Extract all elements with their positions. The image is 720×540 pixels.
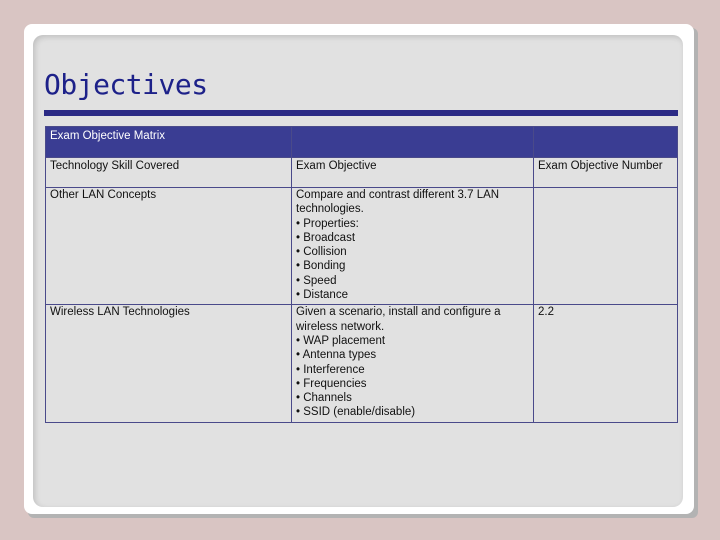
objective-bullet-list	[296, 334, 529, 420]
list-item: • Speed	[296, 274, 529, 288]
list-item: • WAP placement	[296, 334, 529, 348]
list-item: • Antenna types	[296, 348, 529, 362]
list-item: • Broadcast	[296, 231, 529, 245]
exam-objective-matrix	[45, 126, 678, 423]
list-item: • Channels	[296, 391, 529, 405]
objective-number-cell: 2.2	[534, 305, 678, 422]
skill-cell: Wireless LAN Technologies	[46, 305, 292, 422]
table-caption-cell	[292, 127, 534, 158]
objective-bullet-list	[296, 217, 529, 303]
column-header-number: Exam Objective Number	[534, 158, 678, 188]
table-caption-cell	[534, 127, 678, 158]
list-item: • Collision	[296, 245, 529, 259]
list-item: • Distance	[296, 288, 529, 302]
objective-cell	[292, 305, 534, 422]
objective-text: Compare and contrast different 3.7 LAN technologies.	[296, 189, 500, 216]
objective-number-cell	[534, 188, 678, 305]
list-item: • Interference	[296, 363, 529, 377]
table-row	[46, 305, 678, 422]
table-header-row	[46, 158, 678, 188]
column-header-skill: Technology Skill Covered	[46, 158, 292, 188]
list-item: • Properties:	[296, 217, 529, 231]
table-caption: Exam Objective Matrix	[46, 127, 292, 158]
list-item: • Frequencies	[296, 377, 529, 391]
objective-cell	[292, 188, 534, 305]
column-header-objective: Exam Objective	[292, 158, 534, 188]
table-caption-row	[46, 127, 678, 158]
objective-text: Given a scenario, install and configure a wireless network.	[296, 306, 501, 333]
list-item: • SSID (enable/disable)	[296, 405, 529, 419]
skill-cell: Other LAN Concepts	[46, 188, 292, 305]
list-item: • Bonding	[296, 259, 529, 273]
title-underline	[44, 110, 678, 116]
table-row	[46, 188, 678, 305]
page-title: Objectives	[44, 68, 208, 101]
